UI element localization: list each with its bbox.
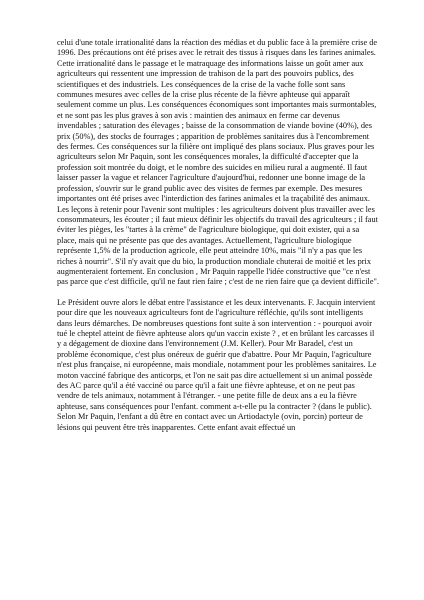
paragraph-debat: Le Président ouvre alors le débat entre l'assistance et les deux intervenants. F. Jacquin intervient pour dire que les nouveaux agriculteurs font de l'agriculture réfléchie, qu'ils sont intelligents dans leurs démarches. De nombreuses questions font suite à son intervention : - pourquoi avoir tué le cheptel atteint de fièvre aphteuse alors qu'un vaccin existe ? , et en brûlant les carcasses il y a dégagement de dioxine dans l'environnement (J.M. Keller). Pour Mr Baradel, c'est un problème économique, c'est plus onéreux de guérir que d'abattre. Pour Mr Paquin, l'agriculture n'est plus française, ni européenne, mais mondiale, notamment pour les problèmes sanitaires. Le moton vacciné fabrique des anticorps, et l'on ne sait pas dire actuellement si un animal possède des AC parce qu'il a été vacciné ou parce qu'il a fait une fièvre aphteuse, et on ne peut pas vendre de tels animaux, notamment à l'étranger. - une petite fille de deux ans a eu la fièvre aphteuse, sans conséquences pour l'enfant. comment a-t-elle pu la contracter ? (dans le public). Selon Mr Paquin, l'enfant a dû être en contact avec un Artiodactyle (ovin, porcin) porteur de lésions qui peuvent être très inapparentes. Cette enfant avait effectué un [57,297,377,432]
paragraph-vache-folle: celui d'une totale irrationalité dans la réaction des médias et du public face à la première crise de 1996. Des précautions ont été prises avec le retrait des tissus à risques dans les farines animales. Cette irrationalité dans le passage et le matraquage des informations laisse un goût amer aux agriculteurs qui ressentent une impression de trahison de la part des pouvoirs publics, des scientifiques et des industriels. Les conséquences de la crise de la vache folle sont sans communes mesures avec celles de la crise plus récente de la fièvre aphteuse qui apparaît seulement comme un plus. Les conséquences économiques sont importantes mais surmontables, et ne sont pas les plus graves à son avis : maintien des animaux en ferme car devenus invendables ; saturation des élevages ; baisse de la consommation de viande bovine (40%), des prix (50%), des stocks de fourrages ; apparition de problèmes sanitaires dus à l'encombrement des fermes. Ces conséquences sur la filière ont impliqué des plans sociaux. Plus graves pour les agriculteurs selon Mr Paquin, sont les conséquences morales, la difficulté d'accepter que la profession soit montrée du doigt, et le nombre des suicides en milieu rural a augmenté. Il faut laisser passer la vague et relancer l'agriculture d'aujourd'hui, redonner une bonne image de la profession, s'ouvrir sur le grand public avec des visites de fermes par exemple. Des mesures importantes ont été prises avec l'interdiction des farines animales et la traçabilité des animaux. Les leçons à retenir pour l'avenir sont multiples : les agriculteurs doivent plus travailler avec les consommateurs, les écouter ; il faut mieux définir les objectifs du travail des agriculteurs ; il faut éviter les pièges, les "tartes à la crème" de l'agriculture biologique, qui doit exister, qui a sa place, mais qui ne présente pas que des avantages. Actuellement, l'agriculture biologique représente 1,5% de la production agricole, elle peut atteindre 10%, mais "il n'y a pas que les riches à nourrir". S'il n'y avait que du bio, la production mondiale chuterai de moitié et les prix augmenteraient fortement. En conclusion , Mr Paquin rappelle l'idée constructive que "ce n'est pas parce que c'est difficile, qu'il ne faut rien faire ; c'est de ne rien faire que ça devient difficile". [57,38,380,287]
document-page [57,38,379,433]
